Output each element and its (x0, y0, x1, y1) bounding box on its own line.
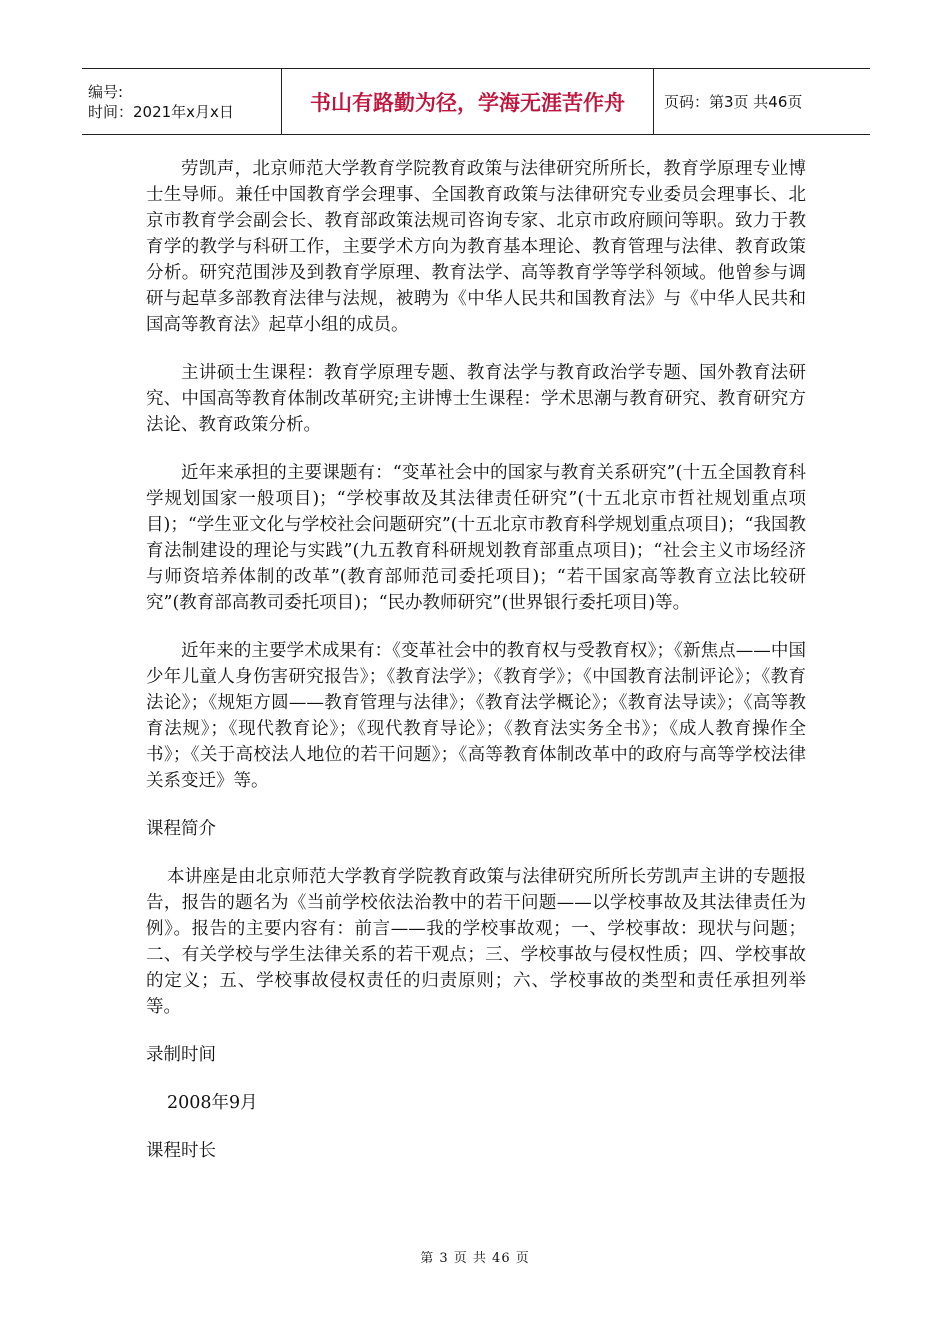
document-number-label: 编号: (88, 82, 124, 101)
duration-heading: 课程时长 (146, 1141, 216, 1161)
document-body (146, 156, 806, 1186)
page-footer (0, 1247, 950, 1266)
footer-page-number: 第 3 页 共 46 页 (420, 1251, 530, 1266)
header-page-info (654, 69, 870, 134)
projects-paragraph: 近年来承担的主要课题有：“变革社会中的国家与教育关系研究”(十五全国教育科学规划国家一般项目)；“学校事故及其法律责任研究”(十五北京市哲社规划重点项目)；“学生亚文化与学校社会问题研究”(十五北京市教育科学规划重点项目)；“我国教育法制建设的理论与实践”(九五教育科研规划教育部重点项目)；“社会主义市场经济与师资培养体制的改革”(教育部师范司委托项目)；“若干国家高等教育立法比较研究”(教育部高教司委托项目)；“民办教师研究”(世界银行委托项目)等。 (146, 463, 806, 613)
header-meta (82, 69, 282, 134)
page-info-text: 页码：第3页 共46页 (664, 93, 803, 111)
record-date: 2008年9月 (167, 1093, 258, 1113)
motto-text: 书山有路勤为径，学海无涯苦作舟 (310, 90, 625, 115)
document-time-label: 时间：2021年x月x日 (88, 102, 234, 121)
intro-paragraph: 本讲座是由北京师范大学教育学院教育政策与法律研究所所长劳凯声主讲的专题报告，报告的题名为《当前学校依法治教中的若干问题——以学校事故及其法律责任为例》。报告的主要内容有：前言——我的学校事故观；一、学校事故：现状与问题；二、有关学校与学生法律关系的若干观点；三、学校事故与侵权性质；四、学校事故的定义；五、学校事故侵权责任的归责原则；六、学校事故的类型和责任承担列举等。 (146, 867, 806, 1017)
courses-paragraph: 主讲硕士生课程：教育学原理专题、教育法学与教育政治学专题、国外教育法研究、中国高等教育体制改革研究;主讲博士生课程：学术思潮与教育研究、教育研究方法论、教育政策分析。 (146, 363, 806, 435)
page-header (82, 68, 870, 135)
header-motto (282, 69, 654, 134)
bio-paragraph: 劳凯声，北京师范大学教育学院教育政策与法律研究所所长，教育学原理专业博士生导师。兼任中国教育学会理事、全国教育政策与法律研究专业委员会理事长、北京市教育学会副会长、教育部政策法规司咨询专家、北京市政府顾问等职。致力于教育学的教学与科研工作，主要学术方向为教育基本理论、教育管理与法律、教育政策分析。研究范围涉及到教育学原理、教育法学、高等教育学等学科领域。他曾参与调研与起草多部教育法律与法规，被聘为《中华人民共和国教育法》与《中华人民共和国高等教育法》起草小组的成员。 (146, 159, 806, 335)
record-time-heading: 录制时间 (146, 1045, 216, 1065)
achievements-paragraph: 近年来的主要学术成果有：《变革社会中的教育权与受教育权》；《新焦点——中国少年儿童人身伤害研究报告》；《教育法学》；《教育学》；《中国教育法制评论》；《教育法论》；《规矩方圆——教育管理与法律》；《教育法学概论》；《教育法导读》；《高等教育法规》；《现代教育论》；《现代教育导论》；《教育法实务全书》；《成人教育操作全书》；《关于高校法人地位的若干问题》；《高等教育体制改革中的政府与高等学校法律关系变迁》等。 (146, 641, 806, 791)
intro-heading: 课程简介 (146, 819, 216, 839)
